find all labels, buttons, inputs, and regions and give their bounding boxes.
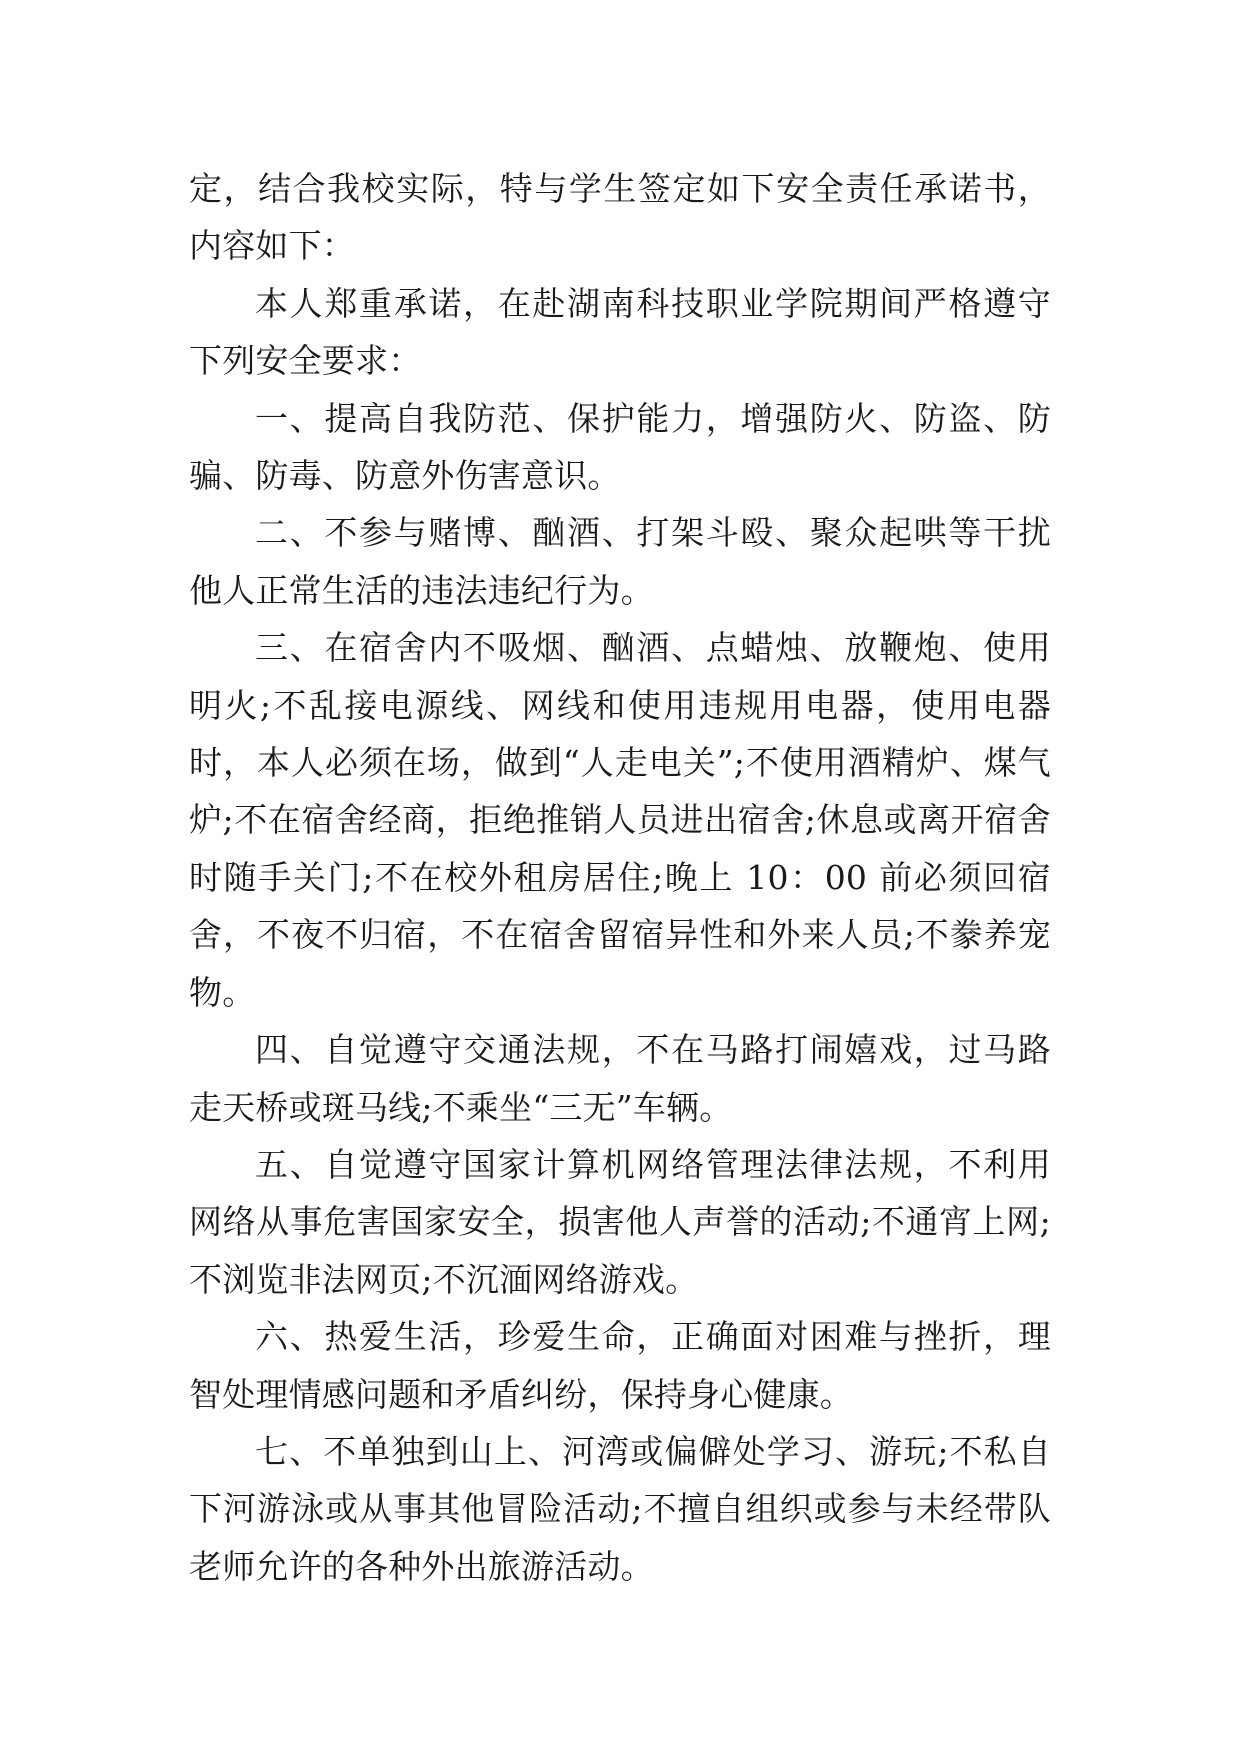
paragraph-item-7: 七、不单独到山上、河湾或偏僻处学习、游玩;不私自下河游泳或从事其他冒险活动;不擅自组织或参与未经带队老师允许的各种外出旅游活动。 xyxy=(189,1431,1051,1586)
paragraph-item-6: 六、热爱生活，珍爱生命，正确面对困难与挫折，理智处理情感问题和矛盾纠纷，保持身心健康。 xyxy=(189,1317,1051,1414)
paragraph-item-2: 二、不参与赌博、酗酒、打架斗殴、聚众起哄等干扰他人正常生活的违法违纪行为。 xyxy=(189,513,1051,610)
paragraph-item-4: 四、自觉遵守交通法规，不在马路打闹嬉戏，过马路走天桥或斑马线;不乘坐“三无”车辆。 xyxy=(189,1030,1051,1127)
paragraph-intro-continuation: 定，结合我校实际，特与学生签定如下安全责任承诺书，内容如下： xyxy=(189,169,1051,266)
document-body xyxy=(189,160,1051,1595)
paragraph-item-1: 一、提高自我防范、保护能力，增强防火、防盗、防骗、防毒、防意外伤害意识。 xyxy=(189,398,1051,496)
paragraph-pledge-statement: 本人郑重承诺，在赴湖南科技职业学院期间严格遵守下列安全要求： xyxy=(189,283,1051,381)
paragraph-item-3: 三、在宿舍内不吸烟、酗酒、点蜡烛、放鞭炮、使用明火;不乱接电源线、网线和使用违规用电器，使用电器时，本人必须在场，做到“人走电关”;不使用酒精炉、煤气炉;不在宿舍经商，拒绝推销人员进出宿舍;休息或离开宿舍时随手关门;不在校外租房居住;晚上 10：00 前必须回宿舍，不夜不归宿，不在宿舍留宿异性和外来人员;不豢养宠物。 xyxy=(189,628,1051,1012)
paragraph-item-5: 五、自觉遵守国家计算机网络管理法律法规，不利用网络从事危害国家安全，损害他人声誉的活动;不通宵上网;不浏览非法网页;不沉湎网络游戏。 xyxy=(189,1144,1051,1299)
